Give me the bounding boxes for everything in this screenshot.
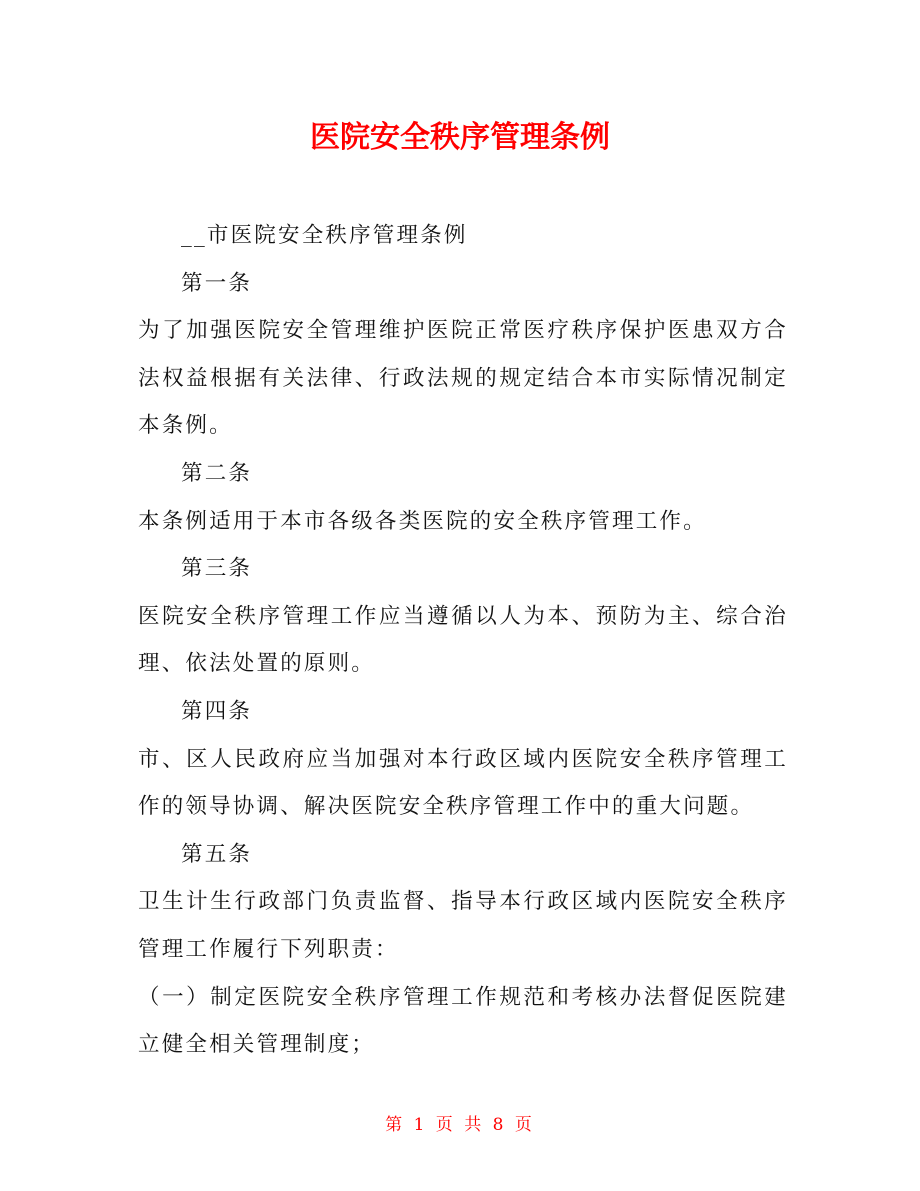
article-body-1: 为了加强医院安全管理维护医院正常医疗秩序保护医患双方合法权益根据有关法律、行政法规的规定结合本市实际情况制定本条例。 (138, 318, 788, 439)
footer-prefix: 第 (385, 1115, 406, 1135)
footer-mid: 页 共 (435, 1115, 485, 1135)
footer-suffix: 页 (514, 1115, 535, 1135)
article-heading-2: 第二条 (181, 460, 253, 486)
page-footer (0, 1111, 920, 1139)
footer-current-page: 1 (413, 1115, 428, 1135)
article-heading-5: 第五条 (181, 841, 253, 867)
article-body-2: 本条例适用于本市各级各类医院的安全秩序管理工作。 (138, 508, 707, 534)
document-body (138, 212, 788, 1069)
article-heading-1: 第一条 (181, 270, 253, 296)
document-title: 医院安全秩序管理条例 (310, 120, 610, 155)
article-heading-3: 第三条 (181, 556, 253, 582)
paragraph-subtitle: __市医院安全秩序管理条例 (181, 223, 468, 248)
article-heading-4: 第四条 (181, 698, 253, 724)
article-body-5: 卫生计生行政部门负责监督、指导本行政区域内医院安全秩序管理工作履行下列职责： (138, 889, 788, 962)
article-body-4: 市、区人民政府应当加强对本行政区域内医院安全秩序管理工作的领导协调、解决医院安全秩序管理工作中的重大问题。 (138, 746, 788, 820)
article-body-3: 医院安全秩序管理工作应当遵循以人为本、预防为主、综合治理、依法处置的原则。 (138, 603, 788, 677)
footer-total-pages: 8 (492, 1115, 507, 1135)
article-item-1: （一）制定医院安全秩序管理工作规范和考核办法督促医院建立健全相关管理制度； (138, 984, 788, 1058)
